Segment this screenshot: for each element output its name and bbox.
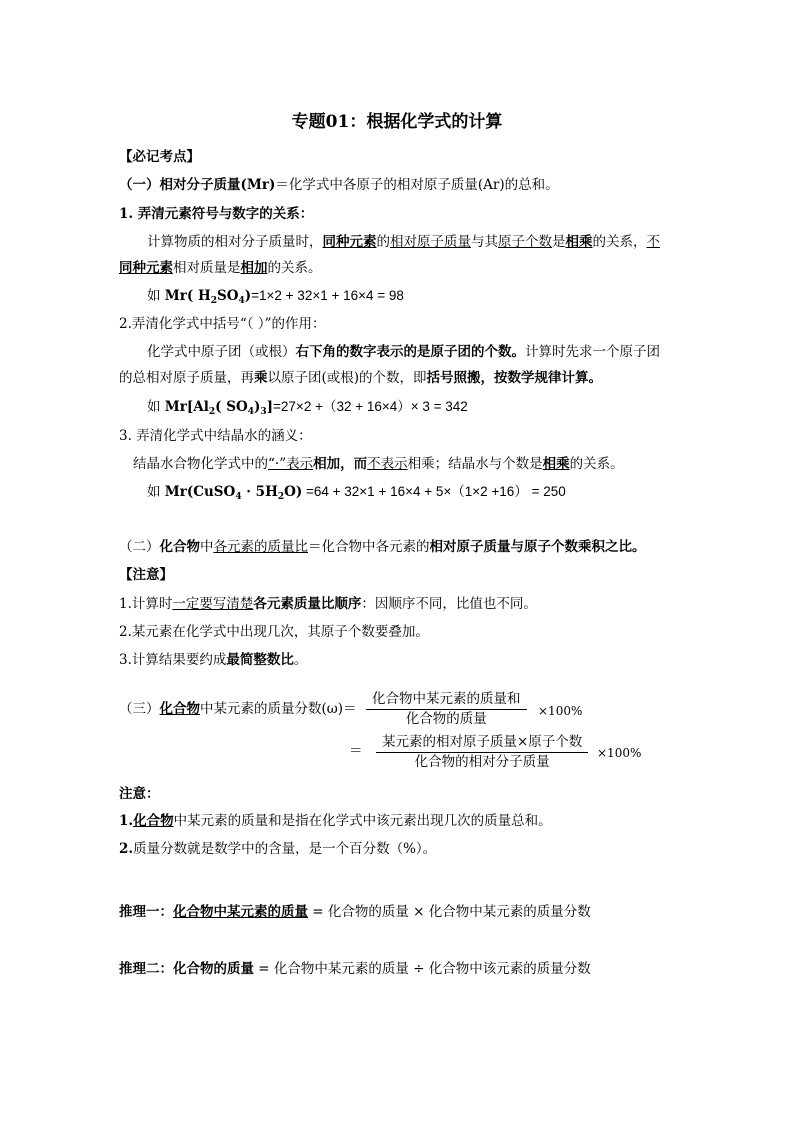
formula: SO [216, 288, 239, 304]
formula: Mr[Al [164, 399, 209, 415]
text-underlined: “·”表示 [268, 456, 314, 472]
note-1 [119, 595, 537, 613]
text: 的关系。 [569, 456, 624, 472]
subscript: 3 [260, 407, 267, 417]
item-2-heading: 2.弄清化学式中括号“（ ）”的作用： [119, 316, 326, 332]
inference-1 [119, 903, 591, 921]
text: 如 [147, 399, 165, 415]
section-label: （三） [119, 701, 160, 717]
text-em: 化合物的质量 [173, 961, 254, 977]
must-remember-heading: 【必记考点】 [119, 149, 200, 165]
text: 中 [200, 539, 214, 555]
inference-2 [119, 960, 591, 978]
section-term: 化合物 [159, 539, 200, 555]
text-em: 乘 [254, 370, 268, 386]
text-underlined: 化合物中某元素的质量 [173, 904, 308, 920]
text-underlined: 各元素的质量比 [213, 539, 308, 555]
text: = 化合物中某元素的质量 ÷ 化合物中该元素的质量分数 [254, 961, 591, 977]
fraction-numerator: 某元素的相对原子质量×原子个数 [376, 733, 588, 753]
item-1-paragraph-line-2 [119, 259, 322, 277]
formula: Mr(CuSO [164, 484, 236, 500]
subscript: 4 [238, 296, 245, 306]
text: ：因顺序不同，比值也不同。 [361, 596, 537, 612]
section-2-heading [119, 538, 646, 556]
fraction-1 [366, 690, 527, 729]
page-title: 专题01：根据化学式的计算 [291, 112, 503, 132]
text: 质量分数就是数学中的含量，是一个百分数（%）。 [133, 841, 437, 857]
text: 相对质量是 [173, 260, 241, 276]
note-3 [119, 651, 307, 669]
text: 相乘；结晶水与个数是 [407, 456, 543, 472]
subscript: 4 [247, 407, 254, 417]
item-3-heading: 3. 弄清化学式中结晶水的涵义： [119, 428, 312, 444]
text-em: 括号照搬，按数学规律计算。 [426, 370, 603, 386]
text: 是 [552, 234, 566, 250]
fraction-2 [376, 733, 588, 772]
text-underlined: 原子个数 [498, 234, 552, 250]
text-underlined: 不 [646, 234, 660, 250]
formula: ) [253, 399, 261, 415]
text-underlined: 一定要写清楚 [172, 596, 254, 612]
text-em: 右下角的数字表示的是原子团的个数。 [295, 344, 525, 360]
text: 如 [147, 484, 165, 500]
item-1-paragraph-line-1 [147, 233, 660, 251]
calculation: =64 + 32×1 + 16×4 + 5×（1×2 +16） = 250 [302, 484, 566, 499]
fraction-denominator: 化合物的质量 [405, 711, 487, 727]
formula: ( SO [215, 399, 248, 415]
fraction-numerator: 化合物中某元素的质量和 [366, 690, 527, 710]
text: ＝化合物中各元素的 [308, 539, 430, 555]
text: 计算时先求一个原子团 [525, 344, 660, 360]
text: 如 [147, 288, 165, 304]
subscript: 2 [210, 296, 217, 306]
text-em: 最简整数比 [226, 652, 294, 668]
note-heading: 【注意】 [119, 567, 173, 583]
text-em: 各元素质量比顺序 [253, 596, 362, 612]
text: 化学式中原子团（或根） [147, 344, 296, 360]
text-em: 同种元素 [322, 234, 377, 250]
text: 以原子团(或根)的个数，即 [267, 370, 427, 386]
equals-sign: ＝ [349, 743, 363, 759]
item-3-example [147, 483, 566, 506]
subscript: 2 [277, 492, 285, 502]
text: 中某元素的质量分数(ω)＝ [200, 701, 357, 717]
calculation: =27×2 +（32 + 16×4）× 3 = 342 [273, 399, 468, 414]
note-2-item-2 [119, 840, 436, 858]
text: 3.计算结果要约成 [119, 652, 227, 668]
note-2-item-1 [119, 812, 552, 830]
text: 的关系。 [267, 260, 322, 276]
section-1-heading [119, 176, 559, 194]
formula: ) [244, 288, 252, 304]
formula: ] [266, 399, 274, 415]
section-text: ＝化学式中各原子的相对原子质量(Ar)的总和。 [275, 177, 559, 193]
note-2: 2.某元素在化学式中出现几次，其原子个数要叠加。 [119, 624, 429, 640]
item-2-paragraph-line-1 [147, 343, 660, 361]
item-3-paragraph [133, 455, 624, 473]
text-underlined: 相对原子质量 [390, 234, 471, 250]
text-em: 同种元素 [119, 260, 173, 276]
item-2-paragraph-line-2 [119, 369, 602, 387]
section-term: 相对分子质量(Mr) [159, 177, 276, 193]
text: 中某元素的质量和是指在化学式中该元素出现几次的质量总和。 [173, 813, 552, 829]
text-underlined: 不表示 [367, 456, 408, 472]
text: 与其 [471, 234, 498, 250]
times-100: ×100% [597, 746, 642, 760]
item-1-heading: 1. 弄清元素符号与数字的关系： [119, 206, 314, 222]
text: 。 [293, 652, 308, 668]
inference-label: 推理二： [119, 961, 173, 977]
formula: · 5H [241, 484, 278, 500]
subscript: 2 [208, 407, 216, 417]
text-underlined: 化合物 [133, 813, 174, 829]
text: 1. [119, 813, 134, 829]
text: = 化合物的质量 × 化合物中某元素的质量分数 [308, 904, 591, 920]
text: 的 [376, 234, 390, 250]
item-2-example [147, 398, 468, 421]
text: 的总相对原子质量，再 [119, 370, 254, 386]
text: 2. [119, 841, 134, 857]
formula: O) [284, 484, 303, 500]
fraction-denominator: 化合物的相对分子质量 [414, 754, 550, 770]
text-em: 相乘 [542, 456, 570, 472]
formula: Mr( H [164, 288, 211, 304]
item-1-example [147, 287, 404, 310]
text: 1.计算时 [119, 596, 173, 612]
text-em: 相对原子质量与原子个数乘积之比。 [429, 539, 646, 555]
text: 的关系， [592, 234, 647, 250]
text-em: 相加，而 [313, 456, 368, 472]
section-term: 化合物 [159, 701, 200, 717]
subscript: 4 [235, 492, 242, 502]
section-3-heading [119, 700, 357, 718]
text: 结晶水合物化学式中的 [133, 456, 268, 472]
section-label: （一） [119, 177, 160, 193]
inference-label: 推理一： [119, 904, 173, 920]
text: 计算物质的相对分子质量时， [147, 234, 323, 250]
text-em: 相加 [240, 260, 268, 276]
calculation: =1×2 + 32×1 + 16×4 = 98 [251, 288, 404, 303]
section-label: （二） [119, 539, 160, 555]
text-em: 相乘 [565, 234, 593, 250]
note-2-heading: 注意： [119, 786, 160, 802]
times-100: ×100% [538, 704, 583, 718]
